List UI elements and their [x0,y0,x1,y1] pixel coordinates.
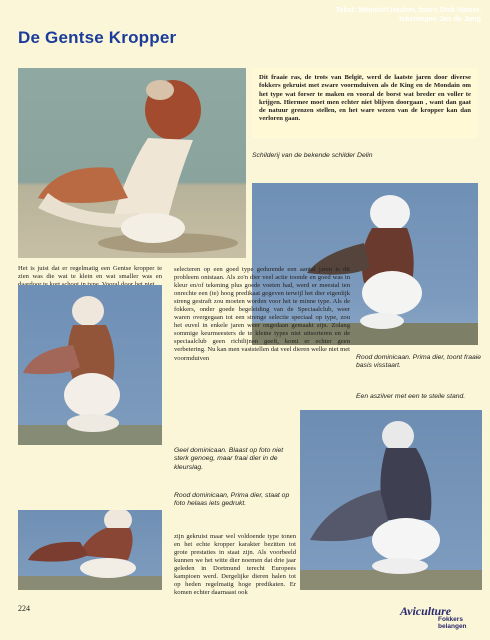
pigeon-painting-illustration [18,68,246,258]
body-column-2: selecteren op een goed type gedurende een aantal jaren is dit probleem ontstaan. Als zo'n dier veel actie toonde en goed was in kleur en/of tekening plus goede voeten had, werd er meestal ten onrechte een (te) hoog predikaat gegeven terwijl het dier eigenlijk streng gestraft zou moeten worden voor het te minne type. Als de fokkers, onder goede begeleiding van de Speciaalclub, weer waren overgegaan tot een strenge selectie speciaal op type, zou het euvel in enkele jaren weer ongedaan gemaakt zijn. Zolang sommige keurmeesters de te kleine types niet uitsorteren en de speciaalclub geen richtlijnen geeft, komt er echter geen verbetering. Nu kan men vaststellen dat veel dieren welke niet met voormduiven [174,266,350,362]
caption-geel-dominicaan: Geel dominicaan. Blaast op foto niet sterk genoeg, maar fraai dier in de kleurslag. [174,447,284,471]
pigeon-photo-2 [18,285,162,445]
body-column-3: zijn gekruist maar wel voldoende type tonen en het echte kropper karakter bezitten tot grote prestaties in staat zijn. Als voorbeeld kunnen we het witte dier noemen dat drie jaar geleden in Dortmund terecht Europees kampioen werd. Dergelijke dieren halen tot op heden regelmatig hoge predikaten. Er komen echter daarnaast ook [174,533,296,597]
logo-subtitle-1: Fokkers [438,616,463,623]
article-title: De Gentse Kropper [18,28,177,47]
painting-image [18,68,246,258]
pigeon-photo-3 [18,510,162,590]
page-number: 224 [18,604,30,613]
caption-rood-dominicaan-2: Rood dominicaan, Prima dier, staat op foto helaas iets gedrukt. [174,492,290,508]
body-column-1: Het is juist dat er regelmatig een Gentse kropper te zien was die wat te klein en wat smaller was en [18,265,162,281]
credit-line-1: Tekst: Meindert Hauber, foto's Dick Hamer, [335,5,481,14]
photo-aszilver [300,410,482,590]
caption-rood-dominicaan-1: Rood dominicaan. Prima dier, toont fraaie basis visstaart. [356,354,482,370]
photo-credit [275,5,481,23]
photo-geel-dominicaan [18,285,162,445]
logo-title: Aviculture [400,604,452,618]
caption-aszilver: Een aszilver met een te steile stand. [356,393,466,400]
intro-paragraph: Dit fraaie ras, de trots van België, werd de laatste jaren door diverse fokkers gekruist met zware voormduiven als de King en de Mondain om het type wat forser te maken en vooral de borst wat breder en voller te krijgen. Hiermee moet men echter niet blijven doorgaan , want dan gaat de natuur grenzen stellen, en het ware wezen van de kropper kan dan verloren gaan. [252,68,478,138]
caption-painting: Schilderij van de bekende schilder Delin [252,152,373,159]
logo-subtitle-2: belangen [438,623,467,630]
pigeon-photo-4 [300,410,482,590]
photo-rood-dominicaan-2 [18,510,162,590]
credit-line-2: tekeningen Jan de Jong [399,14,481,23]
magazine-logo [394,604,484,632]
